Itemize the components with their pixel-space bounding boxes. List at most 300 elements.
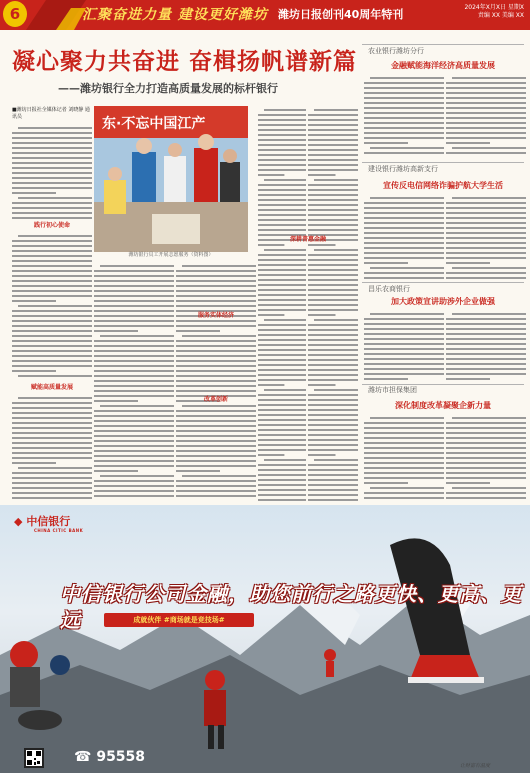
text-line — [258, 399, 306, 401]
text-line — [308, 439, 358, 441]
text-line — [258, 114, 306, 116]
text-line — [12, 402, 92, 404]
section-heading-5: 赋能高质量发展 — [30, 384, 73, 391]
text-line — [12, 497, 92, 499]
news-body-1b — [446, 74, 526, 158]
text-line — [258, 244, 284, 246]
text-line — [258, 394, 306, 396]
text-line — [308, 434, 358, 436]
text-line — [258, 254, 306, 256]
text-line — [258, 204, 306, 206]
text-line — [364, 472, 444, 474]
text-line — [364, 207, 444, 209]
hotline-number: 95558 — [96, 749, 146, 765]
text-line — [364, 368, 444, 370]
text-line — [258, 384, 284, 386]
text-line — [258, 139, 306, 141]
text-line — [258, 474, 306, 476]
article-col-1 — [12, 124, 92, 220]
text-line — [364, 497, 444, 499]
body-text-lines — [446, 74, 526, 158]
text-line — [94, 285, 174, 287]
body-text-lines — [364, 194, 444, 280]
news-body-2 — [364, 194, 444, 280]
qr-code-icon[interactable] — [24, 748, 44, 768]
text-line — [12, 482, 92, 484]
body-text-lines — [446, 194, 526, 280]
text-line — [12, 147, 92, 149]
text-line — [258, 259, 306, 261]
text-line — [308, 494, 358, 496]
text-line — [258, 274, 306, 276]
text-line — [308, 219, 358, 221]
text-line — [18, 127, 92, 129]
text-line — [364, 262, 408, 264]
volunteer-photo-image — [94, 106, 248, 252]
text-line — [94, 400, 138, 402]
text-line — [364, 82, 444, 84]
text-line — [12, 350, 92, 352]
text-line — [94, 345, 174, 347]
text-line — [258, 414, 306, 416]
text-line — [258, 464, 306, 466]
text-line — [258, 134, 306, 136]
text-line — [182, 335, 256, 337]
text-line — [12, 457, 92, 459]
text-line — [446, 437, 526, 439]
text-line — [94, 275, 174, 277]
text-line — [446, 132, 526, 134]
text-line — [308, 419, 358, 421]
text-line — [94, 365, 174, 367]
date-text: 2024年X月X日 星期X — [464, 4, 524, 11]
text-line — [364, 363, 444, 365]
text-line — [308, 184, 358, 186]
news-kicker-3: 昌乐农商银行 — [368, 285, 410, 293]
text-line — [446, 272, 526, 274]
text-line — [176, 435, 256, 437]
text-line — [12, 407, 92, 409]
text-line — [446, 117, 526, 119]
text-line — [314, 459, 358, 461]
text-line — [364, 477, 444, 479]
text-line — [308, 474, 358, 476]
text-line — [12, 492, 92, 494]
text-line — [308, 414, 358, 416]
text-line — [258, 439, 306, 441]
text-line — [446, 457, 526, 459]
text-line — [446, 422, 526, 424]
news-kicker-4: 潍坊市担保集团 — [368, 386, 417, 394]
text-line — [446, 152, 526, 154]
text-line — [364, 212, 444, 214]
text-line — [446, 373, 526, 375]
text-line — [370, 197, 444, 199]
text-line — [308, 204, 358, 206]
body-text-lines — [176, 262, 256, 502]
text-line — [308, 364, 358, 366]
text-line — [176, 340, 256, 342]
text-line — [308, 149, 358, 151]
text-line — [308, 324, 358, 326]
text-line — [370, 417, 444, 419]
text-line — [364, 333, 444, 335]
text-line — [364, 217, 444, 219]
text-line — [258, 349, 306, 351]
text-line — [258, 214, 306, 216]
text-line — [12, 432, 92, 434]
text-line — [176, 290, 256, 292]
text-line — [314, 389, 358, 391]
divider — [362, 384, 524, 385]
text-line — [264, 459, 306, 461]
text-line — [258, 314, 284, 316]
text-line — [12, 320, 92, 322]
body-text-lines — [364, 310, 444, 382]
body-text-lines — [94, 262, 174, 502]
article-col-1b — [12, 232, 92, 382]
text-line — [12, 422, 92, 424]
text-line — [364, 467, 444, 469]
text-line — [446, 142, 490, 144]
text-line — [258, 199, 306, 201]
text-line — [446, 242, 526, 244]
text-line — [308, 229, 358, 231]
main-article-subtitle: ——潍坊银行全力打造高质量发展的标杆银行 — [58, 82, 278, 95]
text-line — [364, 323, 444, 325]
text-line — [12, 285, 92, 287]
text-line — [12, 192, 56, 194]
text-line — [446, 92, 526, 94]
text-line — [12, 172, 92, 174]
page-number: 6 — [3, 1, 27, 27]
text-line — [12, 355, 92, 357]
text-line — [12, 340, 92, 342]
article-col-3 — [176, 262, 256, 502]
text-line — [12, 442, 92, 444]
text-line — [308, 264, 358, 266]
text-line — [446, 477, 526, 479]
text-line — [18, 305, 92, 307]
text-line — [12, 212, 92, 214]
news-kicker-1: 农业银行潍坊分行 — [368, 47, 424, 55]
text-line — [12, 472, 92, 474]
text-line — [12, 245, 92, 247]
text-line — [452, 487, 526, 489]
text-line — [364, 227, 444, 229]
text-line — [364, 272, 444, 274]
text-line — [308, 379, 358, 381]
text-line — [308, 254, 358, 256]
text-line — [176, 375, 256, 377]
text-line — [308, 454, 336, 456]
body-text-lines — [308, 106, 358, 502]
text-line — [264, 389, 306, 391]
text-line — [446, 137, 526, 139]
text-line — [364, 127, 444, 129]
text-line — [12, 452, 92, 454]
text-line — [364, 338, 444, 340]
divider — [362, 44, 524, 45]
ad-signature: 让财富有温度 — [459, 763, 490, 769]
text-line — [364, 117, 444, 119]
news-body-4b — [446, 414, 526, 502]
text-line — [314, 249, 358, 251]
text-line — [12, 182, 92, 184]
text-line — [446, 212, 526, 214]
text-line — [364, 457, 444, 459]
text-line — [258, 359, 306, 361]
text-line — [258, 119, 306, 121]
text-line — [182, 475, 256, 477]
text-line — [364, 353, 444, 355]
text-line — [176, 495, 256, 497]
editor-text: 责编 XX 美编 XX — [477, 12, 524, 19]
text-line — [258, 269, 306, 271]
text-line — [258, 154, 306, 156]
text-line — [446, 247, 526, 249]
text-line — [308, 304, 358, 306]
text-line — [308, 399, 358, 401]
text-line — [12, 315, 92, 317]
text-line — [94, 455, 174, 457]
text-line — [364, 247, 444, 249]
text-line — [12, 142, 92, 144]
text-line — [258, 144, 306, 146]
text-line — [176, 485, 256, 487]
text-line — [176, 415, 256, 417]
text-line — [308, 284, 358, 286]
text-line — [94, 450, 174, 452]
text-line — [452, 77, 526, 79]
text-line — [12, 412, 92, 414]
text-line — [308, 139, 358, 141]
text-line — [364, 237, 444, 239]
text-line — [176, 285, 256, 287]
text-line — [176, 370, 256, 372]
text-line — [182, 405, 256, 407]
text-line — [176, 460, 256, 462]
text-line — [258, 354, 306, 356]
text-line — [94, 325, 174, 327]
text-line — [258, 169, 306, 171]
text-line — [258, 184, 306, 186]
text-line — [364, 348, 444, 350]
text-line — [446, 353, 526, 355]
text-line — [364, 92, 444, 94]
text-line — [12, 427, 92, 429]
text-line — [446, 127, 526, 129]
body-text-lines — [364, 74, 444, 158]
text-line — [364, 437, 444, 439]
text-line — [364, 222, 444, 224]
text-line — [364, 142, 408, 144]
text-line — [308, 259, 358, 261]
text-line — [308, 489, 358, 491]
text-line — [308, 464, 358, 466]
text-line — [446, 87, 526, 89]
text-line — [12, 417, 92, 419]
text-line — [446, 363, 526, 365]
body-text-lines — [258, 106, 306, 502]
text-line — [364, 427, 444, 429]
text-line — [258, 409, 306, 411]
text-line — [176, 455, 256, 457]
text-line — [94, 380, 174, 382]
text-line — [258, 264, 306, 266]
text-line — [12, 487, 92, 489]
text-line — [176, 350, 256, 352]
section-heading-3: 深耕普惠金融 — [289, 236, 326, 243]
text-line — [94, 480, 174, 482]
text-line — [308, 269, 358, 271]
text-line — [364, 122, 444, 124]
date-line — [464, 4, 524, 20]
text-line — [446, 432, 526, 434]
text-line — [258, 374, 306, 376]
text-line — [12, 280, 92, 282]
text-line — [264, 319, 306, 321]
text-line — [308, 244, 336, 246]
text-line — [12, 187, 92, 189]
text-line — [364, 447, 444, 449]
text-line — [308, 134, 358, 136]
text-line — [446, 333, 526, 335]
text-line — [308, 154, 358, 156]
text-line — [94, 485, 174, 487]
masthead — [0, 0, 530, 30]
text-line — [308, 124, 358, 126]
text-line — [12, 162, 92, 164]
text-line — [12, 330, 92, 332]
body-text-lines — [364, 414, 444, 502]
text-line — [308, 114, 358, 116]
text-line — [364, 492, 444, 494]
text-line — [12, 157, 92, 159]
text-line — [308, 189, 358, 191]
text-line — [446, 482, 490, 484]
text-line — [12, 207, 92, 209]
text-line — [364, 152, 444, 154]
text-line — [258, 429, 306, 431]
text-line — [94, 385, 174, 387]
text-line — [258, 164, 306, 166]
text-line — [94, 360, 174, 362]
text-line — [446, 427, 526, 429]
text-line — [370, 313, 444, 315]
text-line — [94, 355, 174, 357]
text-line — [176, 390, 256, 392]
phone-icon: ☎ — [74, 749, 92, 765]
text-line — [452, 267, 526, 269]
news-body-3 — [364, 310, 444, 382]
text-line — [446, 112, 526, 114]
text-line — [258, 449, 306, 451]
section-heading-1: 践行初心使命 — [33, 222, 70, 229]
text-line — [12, 365, 92, 367]
text-line — [308, 309, 358, 311]
text-line — [446, 492, 526, 494]
text-line — [364, 112, 444, 114]
text-line — [446, 217, 526, 219]
text-line — [12, 370, 56, 372]
text-line — [94, 290, 174, 292]
text-line — [370, 487, 444, 489]
text-line — [176, 345, 256, 347]
citic-logo-english: CHINA CITIC BANK — [34, 528, 84, 533]
text-line — [258, 219, 306, 221]
news-title-4: 深化制度改革凝聚企新力量 — [395, 401, 491, 410]
paper-name: 潍坊日报创刊40周年特刊 — [278, 8, 404, 21]
text-line — [364, 242, 444, 244]
ad-tagline: 成就伙伴 #商场就是竞技场# — [104, 613, 254, 627]
text-line — [446, 222, 526, 224]
text-line — [258, 129, 306, 131]
text-line — [364, 432, 444, 434]
text-line — [264, 179, 306, 181]
text-line — [446, 232, 526, 234]
text-line — [94, 425, 174, 427]
text-line — [18, 467, 92, 469]
text-line — [446, 252, 526, 254]
body-text-lines — [12, 124, 92, 220]
text-line — [94, 410, 174, 412]
text-line — [12, 310, 92, 312]
text-line — [446, 472, 526, 474]
text-line — [446, 262, 490, 264]
article-col-2 — [94, 262, 174, 502]
text-line — [308, 224, 358, 226]
text-line — [308, 199, 358, 201]
text-line — [100, 265, 174, 267]
text-line — [308, 429, 358, 431]
text-line — [364, 422, 444, 424]
text-line — [12, 290, 92, 292]
text-line — [258, 149, 306, 151]
masthead-slogan: 汇聚奋进力量 建设更好潍坊 — [82, 7, 268, 23]
text-line — [308, 194, 358, 196]
text-line — [308, 314, 336, 316]
text-line — [176, 270, 256, 272]
section-heading-4: 改革创新 — [203, 396, 228, 403]
text-line — [370, 267, 444, 269]
text-line — [176, 385, 256, 387]
text-line — [258, 229, 306, 231]
text-line — [364, 452, 444, 454]
text-line — [12, 137, 92, 139]
text-line — [12, 240, 92, 242]
text-line — [446, 378, 490, 380]
text-line — [258, 304, 306, 306]
text-line — [258, 434, 306, 436]
text-line — [176, 425, 256, 427]
text-line — [308, 409, 358, 411]
text-line — [258, 454, 284, 456]
text-line — [364, 378, 408, 380]
text-line — [258, 174, 284, 176]
text-line — [314, 179, 358, 181]
text-line — [176, 470, 220, 472]
text-line — [12, 260, 92, 262]
text-line — [258, 404, 306, 406]
news-body-4 — [364, 414, 444, 502]
text-line — [176, 450, 256, 452]
text-line — [264, 109, 306, 111]
text-line — [308, 279, 358, 281]
text-line — [258, 419, 306, 421]
text-line — [12, 275, 92, 277]
text-line — [94, 305, 174, 307]
